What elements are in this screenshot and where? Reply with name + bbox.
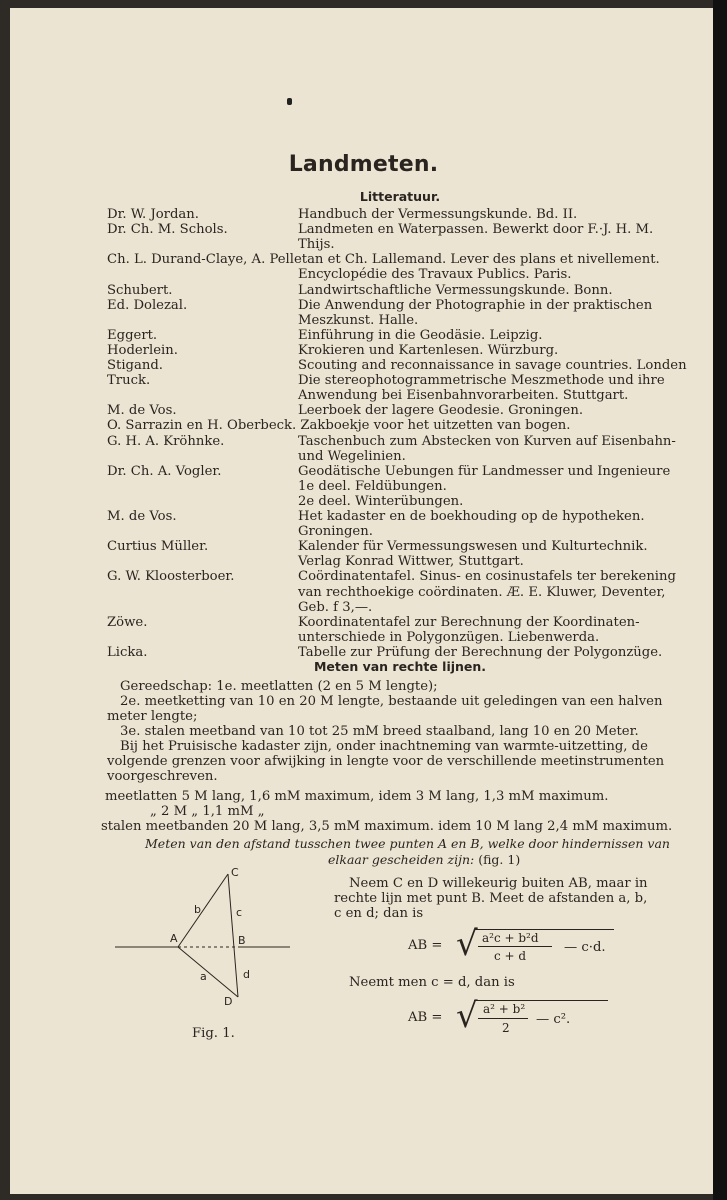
body-line: meetlatten 5 M lang, 1,6 mM maximum, idem 3 M lang, 1,3 mM maximum. xyxy=(105,789,609,804)
reference-line: Krokieren und Kartenlesen. Würzburg. xyxy=(298,342,559,358)
reference-line: Geodätische Uebungen für Landmesser und Ingenieure xyxy=(298,463,671,479)
reference-line: Geb. f 3,—. xyxy=(298,599,373,615)
point-c-label: C xyxy=(231,866,239,879)
reference-author: Hoderlein. xyxy=(107,342,178,358)
reference-author: Schubert. xyxy=(107,282,173,298)
body-line: „ 2 M „ 1,1 mM „ xyxy=(150,804,265,819)
segment-cd xyxy=(228,874,238,997)
italic-heading-line-2 xyxy=(328,852,520,867)
reference-author: Zöwe. xyxy=(107,614,148,630)
reference-line: Verlag Konrad Wittwer, Stuttgart. xyxy=(298,554,524,570)
segment-b-label: b xyxy=(194,903,201,916)
formula-2-lhs: AB = xyxy=(408,1010,443,1025)
figure-1 xyxy=(110,862,310,1012)
body-line: voorgeschreven. xyxy=(107,769,218,784)
formula-1-fraction-bar xyxy=(478,946,552,947)
body-line: 2e. meetketting van 10 en 20 M lengte, bestaande uit geledingen van een halven xyxy=(120,694,663,709)
formula-1-lhs: AB = xyxy=(408,938,443,953)
formula-1-tail: — c·d. xyxy=(564,940,606,955)
reference-line: Handbuch der Vermessungskunde. Bd. II. xyxy=(298,207,578,222)
reference-author: Curtius Müller. xyxy=(107,539,209,555)
reference-author: G. W. Kloosterboer. xyxy=(107,569,235,585)
italic-heading-line-1: Meten van den afstand tusschen twee punten A en B, welke door hindernissen van xyxy=(145,836,670,851)
segment-a xyxy=(178,947,238,997)
reference-line: Landmeten en Waterpassen. Bewerkt door F.·J. H. M. xyxy=(298,222,654,238)
reference-line: Encyclopédie des Travaux Publics. Paris. xyxy=(298,267,572,283)
reference-line: van rechthoekige coördinaten. Æ. E. Kluwer, Deventer, xyxy=(298,584,666,600)
reference-line: Kalender für Vermessungswesen und Kulturtechnik. xyxy=(298,539,648,555)
segment-b xyxy=(178,874,228,947)
reference-line: Leerboek der lagere Geodesie. Groningen. xyxy=(298,403,584,419)
page-title: Landmeten. xyxy=(288,152,439,177)
segment-d-label: d xyxy=(243,968,250,981)
reference-author: Dr. W. Jordan. xyxy=(107,207,199,222)
litteratuur-heading: Litteratuur. xyxy=(359,189,441,204)
segment-c-label: c xyxy=(236,906,243,919)
reference-author: Eggert. xyxy=(107,327,158,343)
reference-line: Einführung in die Geodäsie. Leipzig. xyxy=(298,327,543,343)
body-line: Bij het Pruisische kadaster zijn, onder inachtneming van warmte-uitzetting, de xyxy=(120,739,648,754)
reference-line: Het kadaster en de boekhouding op de hypotheken. xyxy=(298,509,645,524)
formula-1-root-bar xyxy=(474,929,614,930)
section-heading: Meten van rechte lijnen. xyxy=(313,659,487,674)
reference-line: Landwirtschaftliche Vermessungskunde. Bonn. xyxy=(298,282,613,298)
reference-author: Stigand. xyxy=(107,358,163,373)
book-spine xyxy=(713,0,727,1200)
print-mark xyxy=(287,98,292,105)
body-line: Gereedschap: 1e. meetlatten (2 en 5 M lengte); xyxy=(120,679,438,694)
neemt-text: Neemt men c = d, dan is xyxy=(349,975,515,990)
reference-author: Ed. Dolezal. xyxy=(107,297,188,313)
reference-line: unterschiede in Polygonzügen. Liebenwerda. xyxy=(298,629,600,645)
reference-line: und Wegelinien. xyxy=(298,448,406,464)
figure-1-drawing xyxy=(110,862,310,1012)
formula-2-root-bar xyxy=(474,1000,608,1001)
point-b-label: B xyxy=(238,934,246,947)
reference-line: Taschenbuch zum Abstecken von Kurven auf Eisenbahn- xyxy=(298,433,676,449)
reference-line: O. Sarrazin en H. Oberbeck. Zakboekje voor het uitzetten van bogen. xyxy=(107,418,571,434)
formula-2-tail: — c². xyxy=(536,1012,571,1027)
formula-2-numerator: a² + b² xyxy=(483,1002,526,1016)
reference-line: Scouting and reconnaissance in savage countries. Londen xyxy=(298,358,687,373)
reference-line: Tabelle zur Prüfung der Berechnung der Polygonzüge. xyxy=(298,644,663,660)
fig-reference: (fig. 1) xyxy=(478,852,521,867)
reference-line: Thijs. xyxy=(298,237,335,253)
point-a-label: A xyxy=(170,932,178,945)
body-line: stalen meetbanden 20 M lang, 3,5 mM maximum. idem 10 M lang 2,4 mM maximum. xyxy=(101,819,673,834)
formula-2-root-icon: √ xyxy=(456,996,478,1036)
formula-1-numerator: a²c + b²d xyxy=(482,931,539,945)
reference-line: Die Anwendung der Photographie in der praktischen xyxy=(298,297,653,313)
right-text-line-2: rechte lijn met punt B. Meet de afstanden a, b, xyxy=(334,891,648,906)
segment-a-label: a xyxy=(200,970,207,983)
reference-line: Groningen. xyxy=(298,524,373,540)
formula-1-root-icon: √ xyxy=(456,924,478,964)
italic-heading-text: elkaar gescheiden zijn: xyxy=(328,852,475,867)
reference-line: Die stereophotogrammetrische Meszmethode und ihre xyxy=(298,373,665,389)
reference-author: M. de Vos. xyxy=(107,509,177,524)
reference-author: Dr. Ch. A. Vogler. xyxy=(107,463,222,479)
reference-line: Meszkunst. Halle. xyxy=(298,312,419,328)
figure-caption: Fig. 1. xyxy=(192,1026,235,1041)
body-line: 3e. stalen meetband van 10 tot 25 mM breed staalband, lang 10 en 20 Meter. xyxy=(120,724,639,739)
reference-author: Licka. xyxy=(107,644,148,660)
reference-line: Koordinatentafel zur Berechnung der Koordinaten- xyxy=(298,614,640,630)
formula-1-denominator: c + d xyxy=(494,949,527,963)
formula-2-denominator: 2 xyxy=(502,1021,510,1035)
reference-line: Anwendung bei Eisenbahnvorarbeiten. Stuttgart. xyxy=(298,388,629,404)
right-text-line-3: c en d; dan is xyxy=(334,906,424,921)
body-line: meter lengte; xyxy=(107,709,198,724)
formula-2-fraction-bar xyxy=(478,1018,528,1019)
body-line: volgende grenzen voor afwijking in lengte voor de verschillende meetinstrumenten xyxy=(107,754,665,769)
point-d-label: D xyxy=(224,995,233,1008)
right-text-line-1: Neem C en D willekeurig buiten AB, maar in xyxy=(349,876,648,891)
reference-line: 2e deel. Winterübungen. xyxy=(298,493,464,509)
reference-line: Ch. L. Durand-Claye, A. Pelletan et Ch. Lallemand. Lever des plans et nivellement. xyxy=(107,252,660,268)
reference-author: Dr. Ch. M. Schols. xyxy=(107,222,228,238)
reference-line: Coördinatentafel. Sinus- en cosinustafels ter berekening xyxy=(298,569,676,585)
reference-author: G. H. A. Kröhnke. xyxy=(107,433,225,449)
reference-author: M. de Vos. xyxy=(107,403,177,419)
reference-line: 1e deel. Feldübungen. xyxy=(298,478,447,494)
reference-author: Truck. xyxy=(107,373,151,389)
